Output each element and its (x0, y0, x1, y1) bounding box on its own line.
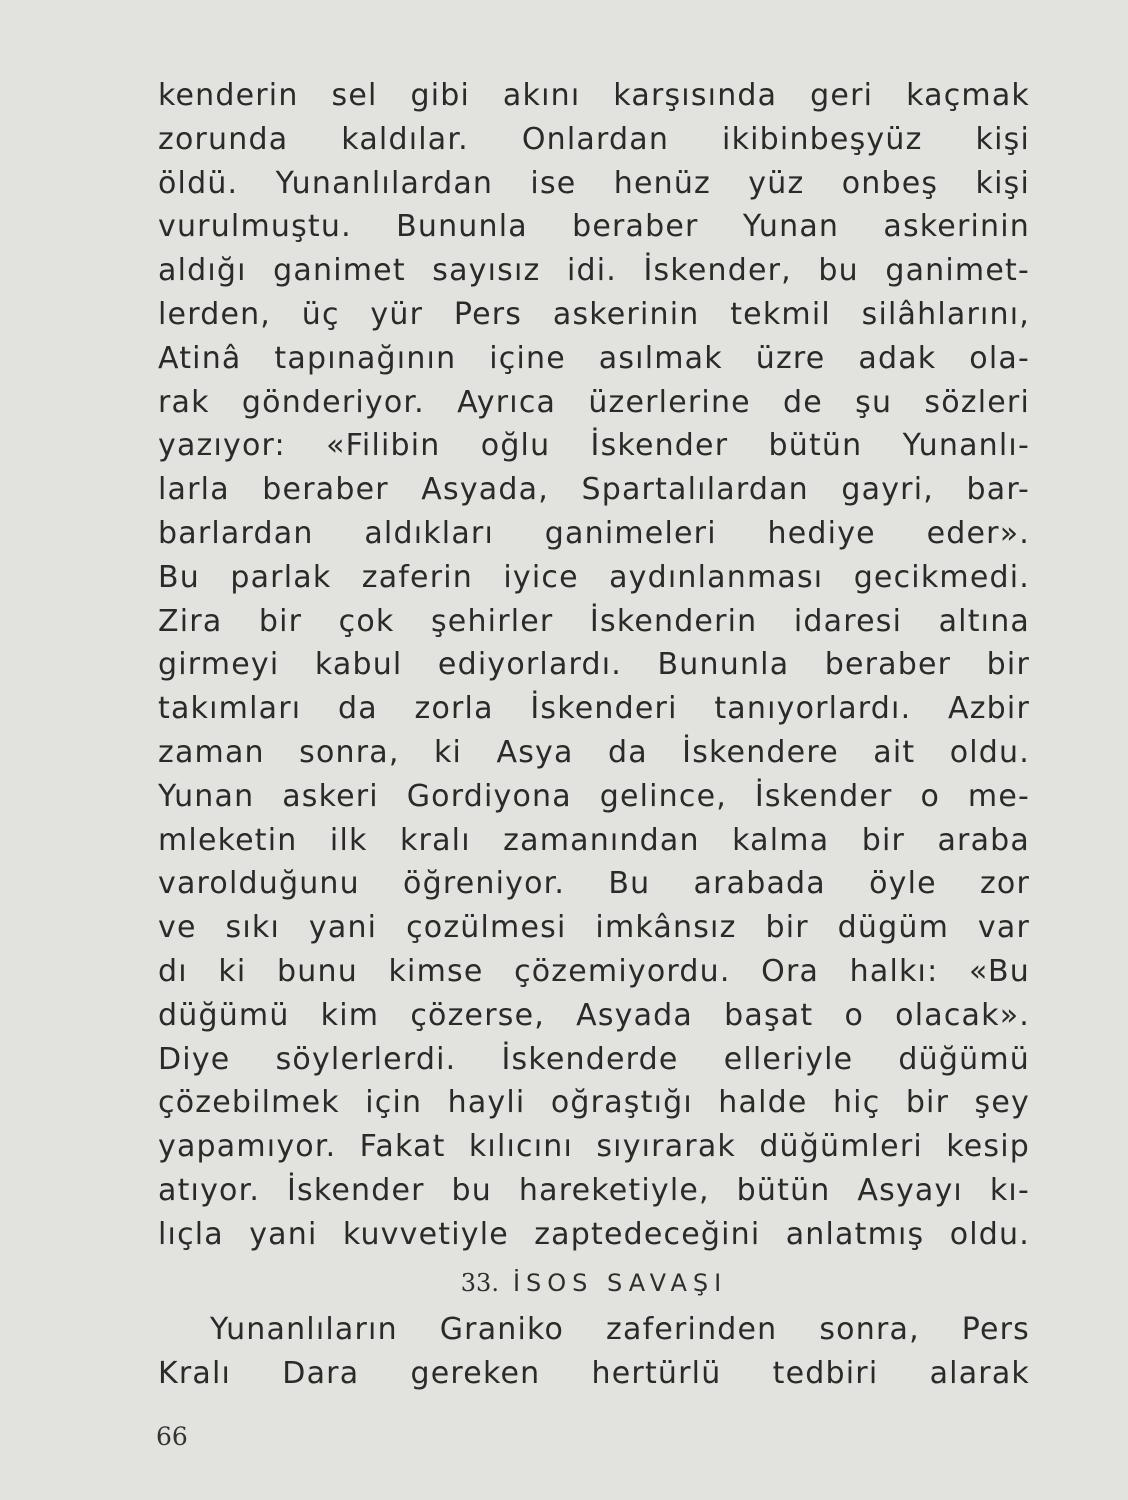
text-line: çözebilmek için hayli oğraştığı halde hiç bir şey (158, 1085, 1030, 1121)
section-number: 33. (460, 1269, 499, 1297)
text-line: Zira bir çok şehirler İskenderin idaresi altına (158, 603, 1030, 639)
section-body (158, 1308, 1030, 1396)
text-line: zaman sonra, ki Asya da İskendere ait oldu. (158, 734, 1030, 770)
section-title: İSOS SAVAŞI (512, 1269, 728, 1297)
text-line: kenderin sel gibi akını karşısında geri kaçmak (158, 78, 1030, 113)
text-line: mleketin ilk kralı zamanından kalma bir araba (158, 822, 1030, 858)
text-line: barlardan aldıkları ganimeleri hediye eder». (158, 515, 1030, 551)
text-line: zorunda kaldılar. Onlardan ikibinbeşyüz kişi (158, 121, 1030, 157)
text-line: Atinâ tapınağının içine asılmak üzre adak ola- (158, 340, 1030, 376)
text-line: Kralı Dara gereken hertürlü tedbiri alarak (158, 1355, 1030, 1391)
text-line: öldü. Yunanlılardan ise henüz yüz onbeş kişi (158, 165, 1030, 201)
text-line: düğümü kim çözerse, Asyada başat o olacak». (158, 997, 1030, 1033)
text-line: yazıyor: «Filibin oğlu İskender bütün Yunanlı- (158, 428, 1030, 464)
text-line: lıçla yani kuvvetiyle zaptedeceğini anlatmış oldu. (158, 1216, 1030, 1252)
text-line: takımları da zorla İskenderi tanıyorlardı. Azbir (158, 691, 1030, 727)
text-line: girmeyi kabul ediyorlardı. Bununla beraber bir (158, 647, 1030, 683)
text-line: larla beraber Asyada, Spartalılardan gayri, bar- (158, 472, 1030, 508)
text-line: atıyor. İskender bu hareketiyle, bütün Asyayı kı- (158, 1172, 1030, 1208)
text-line: varolduğunu öğreniyor. Bu arabada öyle zor (158, 866, 1030, 902)
text-line: vurulmuştu. Bununla beraber Yunan askerinin (158, 209, 1030, 245)
text-line: aldığı ganimet sayısız idi. İskender, bu ganimet- (158, 253, 1030, 289)
text-line: Diye söylerlerdi. İskenderde elleriyle düğümü (158, 1041, 1030, 1077)
text-line: ve sıkı yani çozülmesi imkânsız bir dügüm var (158, 910, 1030, 946)
text-line: rak gönderiyor. Ayrıca üzerlerine de şu sözleri (158, 384, 1030, 420)
text-line: dı ki bunu kimse çözemiyordu. Ora halkı: «Bu (158, 953, 1030, 989)
body-text (158, 74, 1030, 1257)
text-line: Yunanlıların Graniko zaferinden sonra, Pers (210, 1312, 1030, 1347)
text-line: Yunan askeri Gordiyona gelince, İskender o me- (158, 778, 1030, 814)
text-line: Bu parlak zaferin iyice aydınlanması gecikmedi. (158, 559, 1030, 595)
text-line: yapamıyor. Fakat kılıcını sıyırarak düğümleri kesip (158, 1129, 1030, 1165)
section-heading (158, 1263, 1030, 1303)
page-number: 66 (156, 1422, 188, 1451)
text-line: lerden, üç yür Pers askerinin tekmil silâhlarını, (158, 296, 1030, 332)
